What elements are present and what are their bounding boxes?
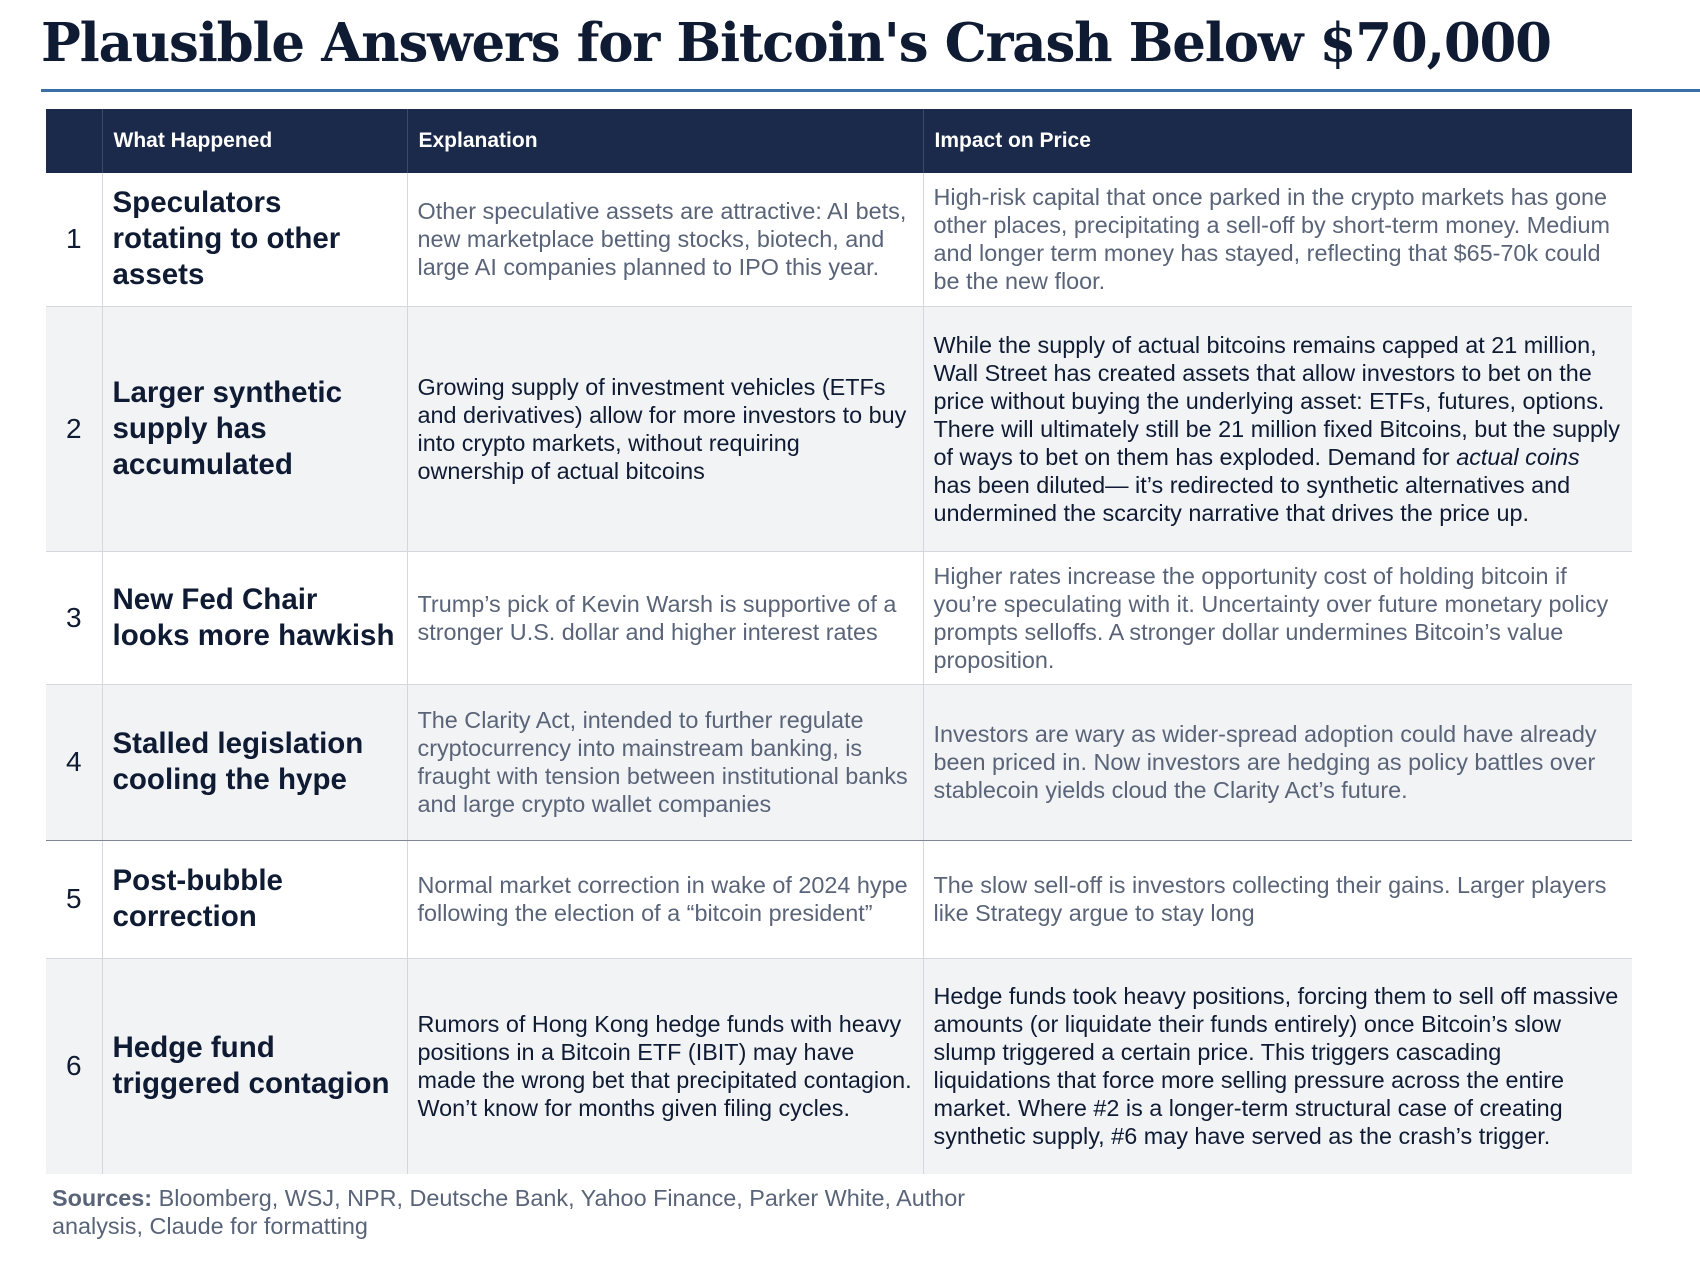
impact-cell [923,958,1632,1174]
table-row [46,173,1632,306]
header-impact-on-price: Impact on Price [923,109,1632,173]
impact-cell [923,840,1632,958]
header-number [46,109,102,173]
explanation-cell: Normal market correction in wake of 2024 hype following the election of a “bitcoin president” [407,840,923,958]
row-number: 4 [46,684,102,840]
impact-text: High-risk capital that once parked in the crypto markets has gone other places, precipitating a sell-off by short-term money. Medium and longer term money has stayed, reflecting that $65-70k could be the new floor. [933,184,1610,295]
impact-text: Investors are wary as wider-spread adoption could have already been priced in. Now investors are hedging as policy battles over stablecoin yields cloud the Clarity Act’s future. [933,721,1597,803]
explanation-cell: Trump’s pick of Kevin Warsh is supportive of a stronger U.S. dollar and higher interest rates [407,551,923,684]
row-number: 5 [46,840,102,958]
row-number: 2 [46,306,102,551]
page-title: Plausible Answers for Bitcoin's Crash Below $70,000 [41,12,1551,74]
header-explanation: Explanation [407,109,923,173]
explanation-cell: Rumors of Hong Kong hedge funds with heavy positions in a Bitcoin ETF (IBIT) may have made the wrong bet that precipitated contagion. Won’t know for months given filing cycles. [407,958,923,1174]
impact-cell [923,551,1632,684]
table-row [46,306,1632,551]
table-row [46,840,1632,958]
sources-label: Sources: [52,1185,153,1211]
what-happened-cell: Speculators rotating to other assets [102,173,407,306]
impact-cell [923,173,1632,306]
explanation-cell: Other speculative assets are attractive: AI bets, new marketplace betting stocks, biotech, and large AI companies planned to IPO this year. [407,173,923,306]
table-row [46,551,1632,684]
table-row [46,958,1632,1174]
what-happened-cell: Stalled legislation cooling the hype [102,684,407,840]
impact-cell [923,306,1632,551]
table-header-row [46,109,1632,173]
table-row [46,684,1632,840]
impact-emphasis: actual coins [1456,443,1580,470]
impact-text: While the supply of actual bitcoins remains capped at 21 million, Wall Street has created assets that allow investors to bet on the price without buying the underlying asset: ETFs, futures, options. There will ultimately still be 21 million fixed Bitcoins, but the supply of ways to bet on them has exploded. Demand for [933,331,1620,470]
row-number: 1 [46,173,102,306]
explanation-cell: The Clarity Act, intended to further regulate cryptocurrency into mainstream banking, is fraught with tension between institutional banks and large crypto wallet companies [407,684,923,840]
impact-text-continued: has been diluted— it’s redirected to synthetic alternatives and undermined the scarcity narrative that drives the price up. [933,471,1571,526]
what-happened-cell: Post-bubble correction [102,840,407,958]
sources-note [52,1184,972,1240]
impact-cell [923,684,1632,840]
what-happened-cell: New Fed Chair looks more hawkish [102,551,407,684]
header-what-happened: What Happened [102,109,407,173]
explanations-table [46,109,1632,1174]
impact-text: The slow sell-off is investors collecting their gains. Larger players like Strategy argue to stay long [933,872,1607,926]
impact-text: Higher rates increase the opportunity cost of holding bitcoin if you’re speculating with it. Uncertainty over future monetary policy prompts selloffs. A stronger dollar undermines Bitcoin’s value proposition. [933,562,1609,673]
row-number: 6 [46,958,102,1174]
what-happened-cell: Larger synthetic supply has accumulated [102,306,407,551]
what-happened-cell: Hedge fund triggered contagion [102,958,407,1174]
impact-text: Hedge funds took heavy positions, forcing them to sell off massive amounts (or liquidate their funds entirely) once Bitcoin’s slow slump triggered a certain price. This triggers cascading liquidations that force more selling pressure across the entire market. Where #2 is a longer-term structural case of creating synthetic supply, #6 may have served as the crash’s trigger. [933,983,1619,1150]
sources-text: Bloomberg, WSJ, NPR, Deutsche Bank, Yahoo Finance, Parker White, Author analysis, Claude for formatting [52,1185,966,1239]
row-number: 3 [46,551,102,684]
explanation-cell: Growing supply of investment vehicles (ETFs and derivatives) allow for more investors to buy into crypto markets, without requiring ownership of actual bitcoins [407,306,923,551]
title-divider [41,89,1700,92]
